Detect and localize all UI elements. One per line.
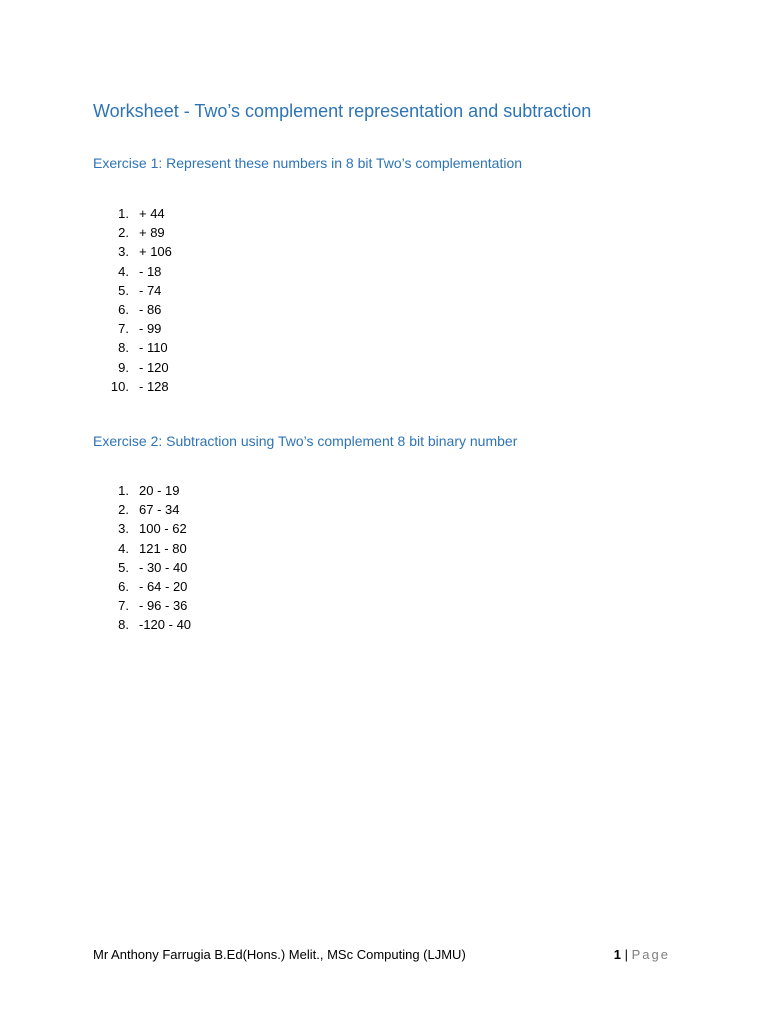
item-value: - 64 - 20	[139, 578, 188, 594]
item-value: - 96 - 36	[139, 598, 188, 614]
worksheet-title: Worksheet - Two’s complement representation and subtraction	[93, 101, 592, 121]
item-number: 4.	[118, 263, 129, 279]
item-number: 1.	[118, 206, 129, 221]
item-number: 6.	[118, 578, 129, 594]
footer-page-indicator	[614, 947, 670, 962]
item-value: 121 - 80	[139, 540, 187, 556]
exercise-1-heading: Exercise 1: Represent these numbers in 8 bit Two’s complementation	[93, 155, 523, 171]
item-number: 7.	[118, 321, 129, 337]
item-number: 9.	[118, 359, 129, 375]
item-value: - 86	[139, 301, 162, 317]
item-number: 3.	[118, 521, 129, 537]
item-number: 2.	[118, 225, 129, 241]
item-number: 6.	[118, 301, 129, 317]
item-number: 2.	[118, 502, 129, 518]
item-value: - 18	[139, 263, 162, 279]
footer-separator: |	[624, 947, 628, 962]
item-value: - 30 - 40	[139, 559, 188, 575]
item-value: 67 - 34	[139, 502, 180, 518]
item-number: 4.	[118, 540, 129, 556]
item-value: + 89	[139, 225, 165, 241]
item-value: - 74	[139, 282, 162, 298]
item-number: 7.	[118, 598, 129, 614]
item-value: - 120	[139, 359, 169, 375]
item-number: 3.	[118, 244, 129, 260]
item-value: -120 - 40	[139, 617, 192, 633]
footer-author: Mr Anthony Farrugia B.Ed(Hons.) Melit., MSc Computing (LJMU)	[93, 947, 466, 962]
item-number: 5.	[118, 559, 129, 575]
item-number: 8.	[118, 617, 129, 633]
item-value: - 110	[139, 340, 168, 356]
item-value: - 99	[139, 321, 162, 337]
page-label: Page	[631, 947, 670, 962]
item-number: 5.	[118, 282, 129, 298]
exercise-2-heading: Exercise 2: Subtraction using Two’s complement 8 bit binary number	[93, 433, 518, 449]
item-value: 20 - 19	[139, 483, 180, 498]
item-number: 1.	[118, 483, 129, 498]
item-value: 100 - 62	[139, 521, 187, 537]
page-number: 1	[613, 947, 621, 962]
item-value: + 44	[139, 206, 165, 221]
item-number: 8.	[118, 340, 129, 356]
item-number: 10.	[110, 378, 129, 394]
item-value: - 128	[139, 378, 169, 394]
item-value: + 106	[139, 244, 172, 260]
